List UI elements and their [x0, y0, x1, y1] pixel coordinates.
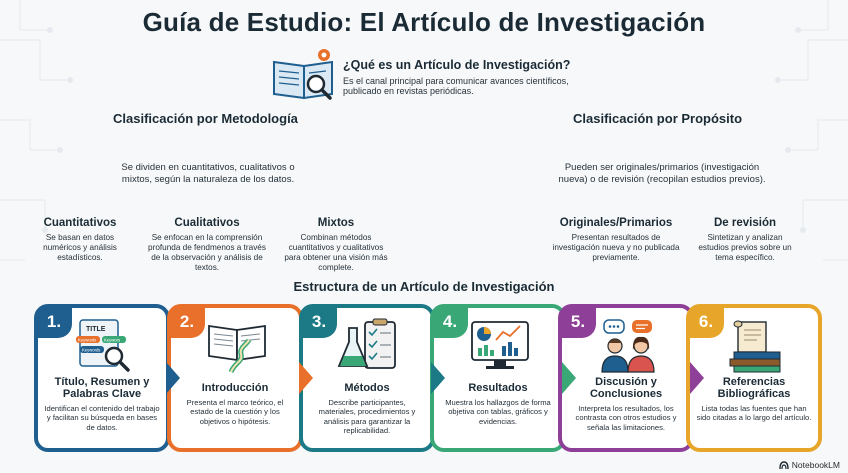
title-keywords-magnifier-icon [72, 318, 136, 374]
purpose-type-description: Sintetizan y analizan estudios previos sobre un tema específico. [698, 233, 792, 262]
flask-clipboard-icon [337, 318, 401, 374]
step-arrow [166, 362, 180, 394]
purpose-type-name: De revisión [714, 217, 776, 229]
purpose-title: Clasificación por Propósito [573, 111, 743, 126]
method-type-name: Mixtos [317, 217, 355, 229]
book-gear-magnifier-icon [270, 48, 340, 104]
books-scroll-icon [724, 318, 788, 374]
purpose-type-name: Originales/Primarios [559, 217, 673, 229]
method-type-name: Cuantitativos [43, 217, 117, 229]
purpose-type-description: Presentan resultados de investigación nueva y no publicada previamente. [552, 233, 680, 262]
step-title: Referencias Bibliográficas [717, 376, 791, 400]
step-description: Describe participantes, materiales, procedimientos y análisis para garantizar la replicabilidad. [318, 398, 416, 436]
icon-keyword-text: Keywords [82, 347, 101, 353]
icon-keyword-text: Keywors [104, 337, 121, 343]
purpose-type-originales [552, 217, 680, 263]
method-type-mixtos [284, 217, 388, 273]
structure-step-5 [558, 304, 694, 452]
method-type-name: Cualitativos [174, 217, 240, 229]
step-title: Discusión y Conclusiones [589, 376, 663, 400]
step-description: Interpreta los resultados, los contrasta con otros estudios y señala las limitaciones. [575, 404, 677, 432]
notebooklm-logo-icon [779, 461, 789, 470]
step-title: Métodos [344, 382, 390, 394]
people-speech-bubbles-icon [596, 318, 660, 374]
purpose-description: Pueden ser originales/primarios (investigación nueva) o de revisión (recopilan estudios previos). [558, 162, 766, 185]
method-type-description: Se enfocan en la comprensión profunda de fendmenos a través de la observación y análisis de textos. [148, 233, 266, 272]
step-title: Título, Resumen y Palabras Clave [54, 376, 150, 400]
step-description: Lista todas las fuentes que han sido citadas a lo largo del artículo. [696, 404, 812, 423]
step-description: Presenta el marco teórico, el estado de la cuestión y los objetivos o hipótesis. [186, 398, 284, 426]
open-book-path-icon [205, 318, 269, 374]
icon-keyword-text: Keywords [78, 337, 97, 343]
step-description: Identifican el contenido del trabajo y facilitan su búsqueda en bases de datos. [44, 404, 160, 432]
step-title: Resultados [468, 382, 528, 394]
structure-step-1 [34, 304, 170, 452]
step-arrow [299, 362, 313, 394]
step-arrow [690, 362, 704, 394]
structure-title: Estructura de un Artículo de Investigación [293, 279, 555, 294]
brand-name: NotebookLM [791, 460, 840, 470]
charts-monitor-icon [468, 318, 532, 374]
brand-footer[interactable] [779, 460, 840, 470]
methodology-title: Clasificación por Metodología [113, 111, 298, 126]
step-number-badge: 3. [301, 306, 337, 338]
step-number-badge: 4. [432, 306, 468, 338]
intro-question: ¿Qué es un Artículo de Investigación? [343, 58, 571, 72]
step-arrow [431, 362, 445, 394]
step-arrow [562, 362, 576, 394]
method-type-description: Combinan métodos cuantitativos y cualitativos para obtener una visión más complete. [284, 233, 388, 272]
structure-step-2 [167, 304, 303, 452]
page-title: Guía de Estudio: El Artículo de Investigación [142, 7, 706, 37]
step-number-badge: 2. [169, 306, 205, 338]
icon-title-text: TITLE [86, 326, 106, 333]
step-title: Introducción [201, 382, 269, 394]
method-type-description: Se basan en datos numéricos y análisis estadísticos. [43, 233, 117, 262]
methodology-description: Se dividen en cuantitativos, cualitativos o mixtos, según la naturaleza de los datos. [121, 162, 295, 185]
method-type-cualitativos [143, 217, 271, 273]
purpose-type-revision [693, 217, 797, 263]
structure-step-4 [430, 304, 566, 452]
step-number-badge: 1. [36, 306, 72, 338]
intro-answer: Es el canal principal para comunicar avances científicos, publicado en revistas periódicas. [343, 76, 569, 96]
step-number-badge: 6. [688, 306, 724, 338]
step-number-badge: 5. [560, 306, 596, 338]
step-description: Muestra los hallazgos de forma objetiva con tablas, gráficos y evidencias. [445, 398, 551, 426]
method-type-cuantitativos [30, 217, 130, 263]
structure-step-6 [686, 304, 822, 452]
structure-step-3 [299, 304, 435, 452]
